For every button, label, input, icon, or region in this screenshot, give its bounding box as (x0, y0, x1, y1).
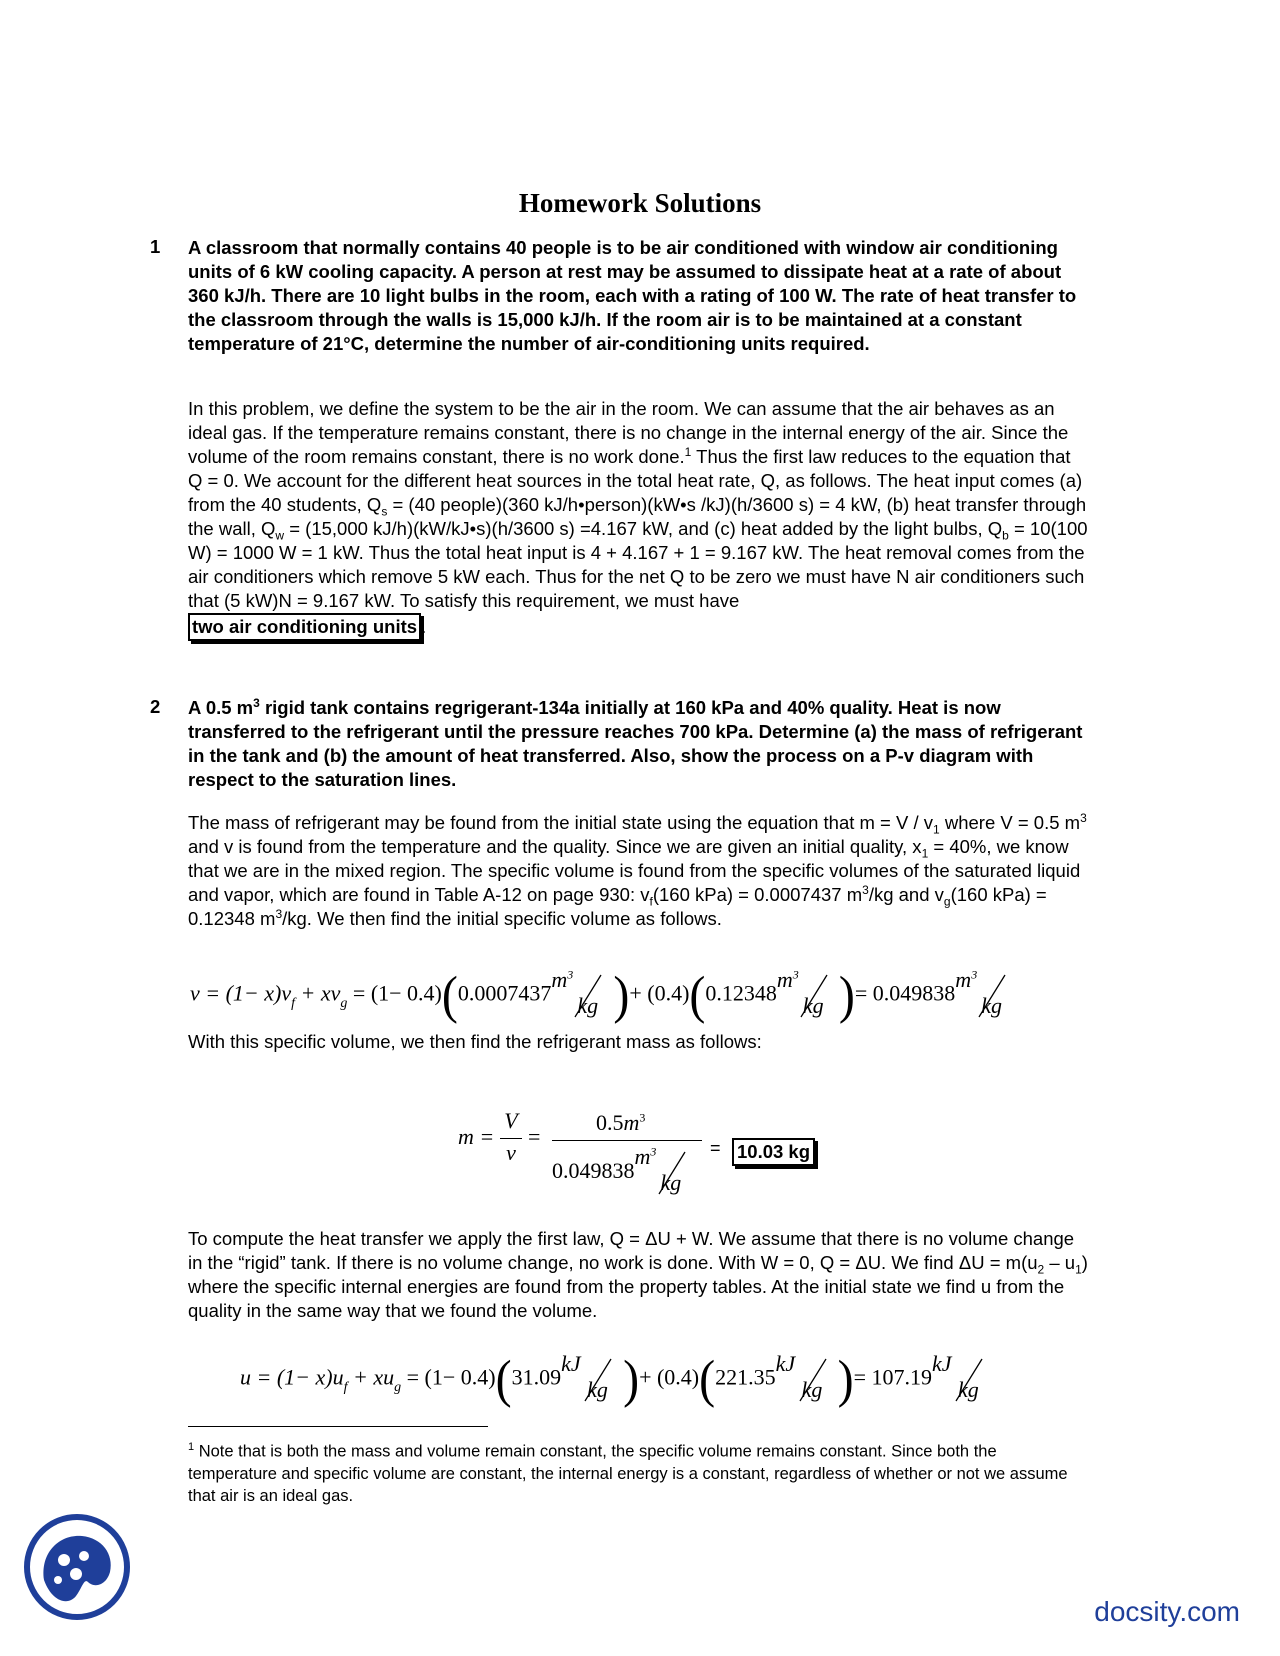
problem-1-number: 1 (150, 236, 161, 257)
mass-denominator: 0.049838 $m^3$ kg (552, 1148, 697, 1198)
docsity-watermark[interactable]: docsity.com (1094, 1596, 1240, 1627)
problem-1-statement: A classroom that normally contains 40 people is to be air conditioned with window air conditioning units of 6 kW cooling capacity. A person at rest may be assumed to dissipate heat at a rate of about 360 kJ/h. There are 10 light bulbs in the room, each with a rating of 100 W. The rate of heat transfer to the classroom through the walls is 15,000 kJ/h. If the room air is to be maintained at a constant temperature of 21°C, determine the number of air-conditioning units required. (188, 237, 1077, 354)
docsity-logo-icon (22, 1512, 132, 1627)
specific-volume-equation: $v = (1- x)v_f + xv_g = (1- 0.4)(0.0007437$ $m^3$ kg )+ (0.4)(0.12348 $m^3$ kg )= 0.049838 $m^3$ kg (190, 968, 1017, 1023)
problem-1-answer-box: two air conditioning units (188, 613, 421, 641)
mass-fraction-bar-2 (552, 1140, 702, 1141)
footnote-divider (188, 1426, 488, 1427)
problem-2-number: 2 (150, 696, 161, 717)
mass-fraction-bar-1 (500, 1138, 522, 1139)
mass-intro: With this specific volume, we then find the refrigerant mass as follows: (188, 1031, 762, 1052)
problem-2-statement: A 0.5 $m^3$ rigid tank contains regrigerant-134a initially at 160 kPa and 40% quality. Heat is now transferred to the refrigerant until the pressure reaches 700 kPa. Determine (a) the mass of refrigerant in the tank and (b) the amount of heat transferred. Also, show the process on a P-v diagram with respect to the saturation lines. (188, 695, 1083, 790)
page-title: Homework Solutions (518, 188, 762, 218)
mass-equation-lhs: m = (458, 1124, 495, 1149)
footnote: $^1$ Note that is both the mass and volume remain constant, the specific volume remains constant. Since both the temperature and specific volume are constant, the internal energy is a constant, regardless of whether or not we assume that air is an ideal gas. (188, 1441, 1068, 1505)
mass-equation-V: V (504, 1108, 518, 1133)
heat-transfer-paragraph: To compute the heat transfer we apply the first law, Q = ΔU + W. We assume that there is no volume change in the “rigid” tank. If there is no volume change, no work is done. With W = 0, Q = ΔU. We find $\Delta U = m(u_2 - u_1)$ where the specific internal energies are found from the property tables. At the initial state we find u from the quality in the same way that we found the volume. (188, 1228, 1088, 1321)
mass-equals: = (528, 1124, 541, 1149)
mass-equation-v: v (506, 1140, 516, 1165)
mass-answer-box: 10.03 kg (732, 1138, 815, 1166)
problem-2-mass-paragraph: The mass of refrigerant may be found from the initial state using the equation that $m = V / v_1$ where V = 0.5 $m^3$ and v is found from the temperature and the quality. Since we are given an initial quality, $x_1 = 40\%$, we know that we are in the mixed region. The specific volume is found from the specific volumes of the saturated liquid and vapor, which are found in Table A-12 on page 930: $v_f(160$ kPa) = 0.0007437 $m^3/kg$ and $v_g(160$ kPa) = 0.12348 $m^3/kg$. We then find the initial specific volume as follows. (188, 810, 1087, 929)
mass-equals-2: = (710, 1138, 721, 1158)
problem-1-solution: In this problem, we define the system to be the air in the room. We can assume that the air behaves as an ideal gas. If the temperature remains constant, there is no change in the internal energy of the air. Since the volume of the room remains constant, there is no work done.$^1$ Thus the first law reduces to the equation that Q = 0. We account for the different heat sources in the total heat rate, Q, as follows. The heat input comes (a) from the 40 students, $Q_s = (40$ people)(360 kJ/h•person)(kW•s /kJ)(h/3600 s) = 4 kW, (b) heat transfer through the wall, $Q_w = (15,000$ kJ/h)(kW/kJ•s)(h/3600 s) =4.167 kW, and (c) heat added by the light bulbs, $Q_b = 10(100$ W) = 1000 W = 1 kW. Thus the total heat input is 4 + 4.167 + 1 = 9.167 kW. The heat removal comes from the air conditioners which remove 5 kW each. Thus for the net Q to be zero we must have N air conditioners such that (5 kW)N = 9.167 kW. To satisfy this requirement, we must have two air conditioning units . (188, 397, 1088, 641)
internal-energy-equation: $u = (1- x)u_f + xu_g = (1- 0.4)(31.09$ kJ kg )+ (0.4)(221.35 kJ kg )= 107.19 kJ kg (240, 1352, 994, 1407)
mass-numerator: $0.5m^3$ (596, 1110, 646, 1135)
